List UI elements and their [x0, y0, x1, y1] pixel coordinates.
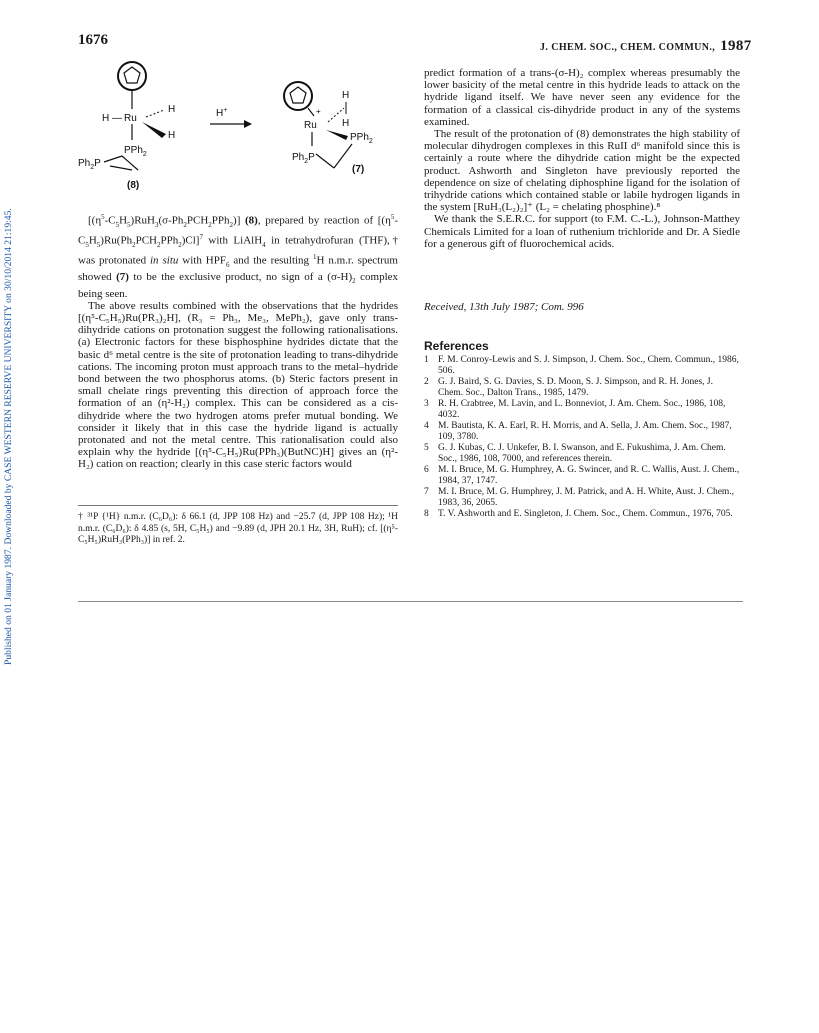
reference-text: T. V. Ashworth and E. Singleton, J. Chem. Soc., Chem. Commun., 1976, 705.	[438, 509, 733, 519]
reference-text: R. H. Crabtree, M. Lavin, and L. Bonneviot, J. Am. Chem. Soc., 1986, 108, 4032.	[438, 399, 726, 420]
page-bottom-rule	[78, 601, 743, 602]
reference-number: 1	[424, 355, 429, 365]
reference-item	[424, 377, 740, 399]
reference-text: M. I. Bruce, M. G. Humphrey, A. G. Swincer, and R. C. Wallis, Aust. J. Chem., 1984, 37, 1747.	[438, 465, 740, 486]
references-heading: References	[424, 339, 489, 353]
reference-item	[424, 487, 740, 509]
download-watermark-link[interactable]: Published on 01 January 1987. Downloaded by CASE WESTERN RESERVE UNIVERSITY on 30/10/2014 21:19:45.	[3, 208, 14, 665]
dihydrogen-bottom-label: H	[342, 118, 350, 129]
dihydrogen-top-label: H	[342, 90, 350, 101]
reference-text: G. J. Kubas, C. J. Unkefer, B. I. Swanson, and E. Fukushima, J. Am. Chem. Soc., 1986, 108, 7000, and references therein.	[438, 443, 726, 464]
reference-number: 7	[424, 487, 429, 497]
reference-text: F. M. Conroy-Lewis and S. J. Simpson, J. Chem. Soc., Chem. Commun., 1986, 506.	[438, 355, 739, 376]
protonation-result-paragraph: The result of the protonation of (8) demonstrates the high stability of molecular dihydrogen complexes in this RuII d⁶ manifold since this is certainly a route where the dihydride cation might be the expected product. Ashworth and Singleton have previously reported the dependence on size of chelating diphosphine ligand for the isolation of trihydride cations which contained stable or labile hydrogen ligands in the system [RuH₃(L₂)₂]⁺ (L₂ = chelating phosphine).⁸	[424, 128, 740, 214]
reference-text: G. J. Baird, S. G. Davies, S. D. Moon, S. J. Simpson, and R. H. Jones, J. Chem. Soc., Dalton Trans., 1985, 1479.	[438, 377, 713, 398]
compound-7-structure	[284, 82, 373, 175]
page-number: 1676	[78, 32, 108, 48]
journal-name: J. CHEM. SOC., CHEM. COMMUN.,	[540, 42, 716, 53]
reference-number: 6	[424, 465, 429, 475]
right-column	[424, 67, 740, 250]
pph2-label-left: PPh$_2$	[124, 145, 147, 158]
reference-item	[424, 421, 740, 443]
hydride-bottom-label: H	[168, 130, 176, 141]
ru-label-left: Ru	[124, 113, 137, 124]
reaction-scheme	[76, 56, 406, 206]
reference-number: 4	[424, 421, 429, 431]
charge-plus: +	[316, 107, 321, 116]
hydride-left-label: H —	[102, 113, 122, 124]
reference-text: M. I. Bruce, M. G. Humphrey, J. M. Patrick, and A. H. White, Aust. J. Chem., 1983, 36, 2065.	[438, 487, 735, 508]
received-date: Received, 13th July 1987; Com. 996	[424, 301, 584, 313]
ru-label-right: Ru	[304, 120, 317, 131]
reference-item	[424, 443, 740, 465]
pph2-label-right: PPh$_2$	[350, 132, 373, 145]
download-watermark[interactable]	[3, 208, 14, 665]
reference-item	[424, 465, 740, 487]
acknowledgement-paragraph: We thank the S.E.R.C. for support (to F.M. C.-L.), Johnson-Matthey Chemicals Limited for a loan of ruthenium trichloride and Dr. A Siedle for a generous gift of fluorochemical acids.	[424, 213, 740, 250]
synthesis-paragraph: $[(\eta^5-C_5H_5)RuH_3(\sigma-Ph_2PCH_2PPh_2)]$ (8), prepared by reaction of $[(\eta^5-C_5H_5)Ru(Ph_2PCH_2PPh_2)Cl]^7$ with LiAlH$_4$ in tetrahydrofuran (THF),† was protonated in situ with $HPF_6$ and the resulting $^1$H n.m.r. spectrum showed (7) to be the exclusive product, no sign of a $(\sigma-H)_2$ complex being seen.	[78, 213, 399, 300]
reference-item	[424, 399, 740, 421]
hydride-right-label: H	[168, 104, 176, 115]
ph2p-label-right: $Ph_2P$	[292, 152, 315, 165]
footnote-divider	[78, 505, 398, 506]
reference-number: 5	[424, 443, 429, 453]
proton-label: H+	[216, 107, 228, 119]
reference-item	[424, 355, 740, 377]
ph2p-label-left: $Ph_2P$	[78, 158, 101, 171]
rationalisation-paragraph: The above results combined with the observations that the hydrides [(η⁵-C₅H₅)Ru(PR₃)₂H], (R₃ = Ph₃, Me₃, MePh₂), gave only trans-dihydride cations on protonation suggest the following rationalisations. (a) Electronic factors for these bisphosphine hydrides dictate that the basic d⁶ metal centre is the site of protonation leading to trans-dihydride cations. The incoming proton must approach trans to the metal–hydride bond between the two phosphorus atoms. (b) Steric factors present in small chelate rings preventing this direction of approach force the formation of an (η²-H₂) complex. This can be considered as a cis-dihydride where the two hydrogen atoms prefer mutual bonding. We consider it likely that in this case the hydride ligand is actually protonated and not the metal centre. This rationalisation could also explain why the hydride [(η⁵-C₅H₅)Ru(PPh₃)(ButNC)H] gives an (η²-H₂) cation on reaction; clearly in this case steric factors would	[78, 299, 398, 471]
compound-8-label: (8)	[127, 180, 140, 191]
left-column	[78, 211, 398, 471]
reference-number: 8	[424, 509, 429, 519]
continuation-paragraph: predict formation of a trans-(σ-H)₂ complex whereas presumably the lower basicity of the metal centre in this hydride leads to attack on the hydride ligand itself. We have never seen any evidence for the formation of a classical cis-dihydride product in any of the systems examined.	[424, 67, 740, 128]
reaction-arrow	[210, 107, 252, 128]
references-list	[424, 355, 740, 520]
reference-number: 3	[424, 399, 429, 409]
compound-7-label: (7)	[352, 164, 365, 175]
reference-item	[424, 509, 740, 520]
footnote-nmr-data: † ³¹P {¹H} n.m.r. (C₆D₆): δ 66.1 (d, JPP 108 Hz) and −25.7 (d, JPP 108 Hz); ¹H n.m.r. (C₆D₆): δ 4.85 (s, 5H, C₅H₅) and −9.89 (d, JPH 20.1 Hz, 3H, RuH); cf. [(η⁵-C₅H₅)RuH₃(PPh₃)] in ref. 2.	[78, 512, 398, 545]
compound-8-structure	[78, 62, 175, 191]
reference-number: 2	[424, 377, 429, 387]
journal-running-head	[540, 38, 752, 55]
journal-year: 1987	[720, 38, 752, 54]
reference-text: M. Bautista, K. A. Earl, R. H. Morris, and A. Sella, J. Am. Chem. Soc., 1987, 109, 3780.	[438, 421, 732, 442]
